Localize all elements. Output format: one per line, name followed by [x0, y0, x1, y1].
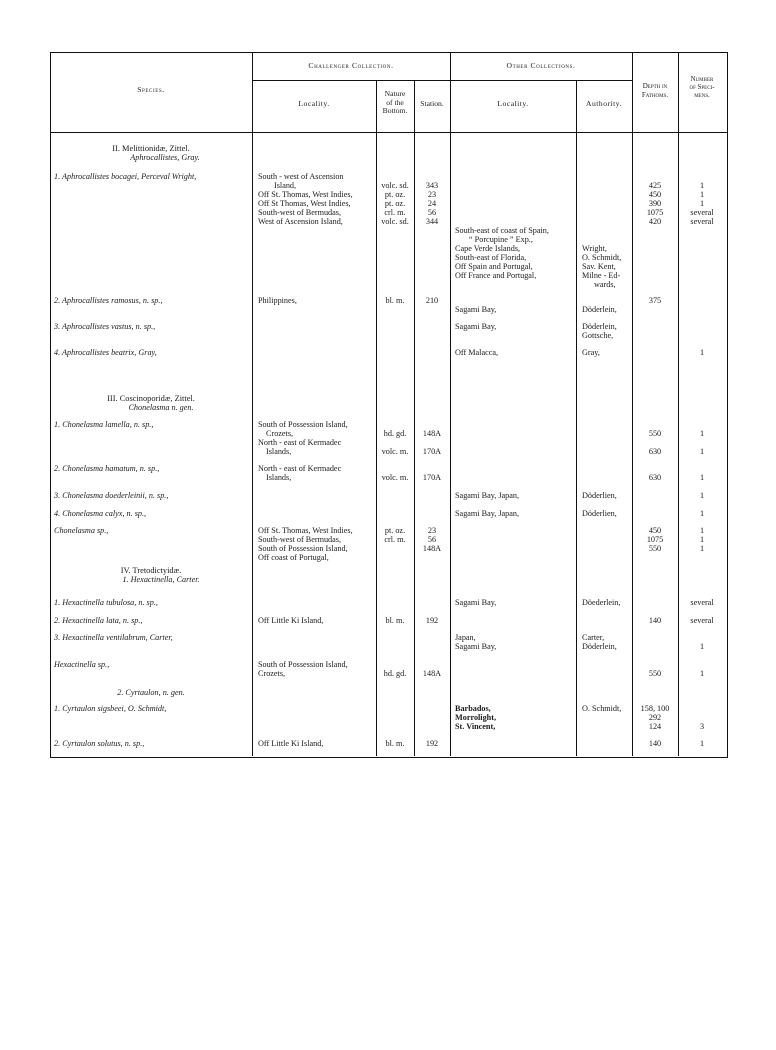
authority: Wright, O. Schmidt, Sav. Kent, Milne - Ed- wards,: [582, 244, 622, 289]
specimens: 1: [699, 642, 705, 651]
ch-locality: Philippines,: [258, 296, 297, 305]
header-ch-locality: Locality.: [298, 99, 330, 108]
header-number: Number of Speci- mens.: [689, 76, 715, 99]
depth: 550: [648, 429, 662, 438]
species-name: Hexactinella sp.,: [54, 660, 110, 669]
ch-locality: South - west of Ascension Island, Off St. Thomas, West Indies, Off St Thomas, West Indies, South-west of Bermudas, West of Ascension Island,: [258, 172, 353, 226]
species-name: 3. Hexactinella ventilabrum, Carter,: [54, 633, 173, 642]
species-name: 3. Aphrocallistes vastus, n. sp.,: [54, 322, 156, 331]
oc-locality: Sagami Bay,: [455, 305, 497, 314]
genus-heading: Aphrocallistes, Gray.: [130, 153, 200, 162]
station: 170A: [422, 447, 442, 456]
station: 192: [425, 739, 439, 748]
ch-locality: South of Possession Island, Crozets,: [258, 660, 348, 678]
species-table: [50, 52, 728, 758]
specimens: 1: [699, 509, 705, 518]
specimens: several: [690, 598, 714, 607]
nature: bl. m.: [385, 739, 405, 748]
nature: hd. gd.: [383, 429, 407, 438]
ch-locality: Off Little Ki Island,: [258, 739, 324, 748]
nature: bl. m.: [385, 616, 405, 625]
nature: pt. oz. crl. m.: [384, 526, 406, 544]
oc-locality: Sagami Bay,: [455, 598, 497, 607]
ch-locality: North - east of Kermadec Islands,: [258, 464, 342, 482]
depth: 425 450 390 1075 420: [646, 181, 664, 226]
species-name: 1. Hexactinella tubulosa, n. sp.,: [54, 598, 158, 607]
header-rule: [50, 132, 727, 133]
nature: volc. m.: [381, 447, 409, 456]
family-heading: IV. Tretodictyidæ.: [120, 566, 182, 575]
station: 192: [425, 616, 439, 625]
specimens: 1: [699, 739, 705, 748]
header-challenger: Challenger Collection.: [308, 61, 394, 70]
oc-locality: Sagami Bay,: [455, 322, 497, 331]
authority: Gray,: [582, 348, 600, 357]
oc-locality: Off Malacca,: [455, 348, 499, 357]
oc-locality: South-east of coast of Spain, “ Porcupine ” Exp., Cape Verde Islands, South-east of Florida, Off Spain and Portugal, Off France and Portugal,: [455, 226, 549, 280]
species-name: 2. Cyrtaulon solutus, n. sp.,: [54, 739, 145, 748]
authority: Döderlien,: [582, 491, 617, 500]
family-heading: III. Coscinoporidæ, Zittel.: [107, 394, 195, 403]
authority: Döderlein, Gottsche,: [582, 322, 617, 340]
station: 148A: [422, 669, 442, 678]
station: 343 23 24 56 344: [425, 181, 439, 226]
specimens: 1: [699, 429, 705, 438]
nature: bl. m.: [385, 296, 405, 305]
station: 23 56 148A: [422, 526, 442, 553]
genus-heading: 1. Hexactinella, Carter.: [122, 575, 200, 584]
oc-locality: Sagami Bay, Japan,: [455, 491, 520, 500]
specimens: 1: [699, 669, 705, 678]
header-rule: [252, 80, 632, 81]
specimens: several: [690, 616, 714, 625]
depth: 450 1075 550: [646, 526, 664, 553]
genus-heading: Chonelasma n. gen.: [128, 403, 194, 412]
depth: 630: [648, 447, 662, 456]
depth: 158, 100 292 124: [640, 704, 670, 731]
col-rule: [576, 80, 577, 756]
oc-locality: Sagami Bay, Japan,: [455, 509, 520, 518]
station: 210: [425, 296, 439, 305]
specimens: 1 1 1 several several: [690, 181, 714, 226]
authority: Döderlien,: [582, 509, 617, 518]
species-name: Chonelasma sp.,: [54, 526, 109, 535]
species-name: 2. Aphrocallistes ramosus, n. sp.,: [54, 296, 163, 305]
header-depth: Depth in Fathoms.: [641, 82, 669, 99]
authority: O. Schmidt,: [582, 704, 622, 713]
header-species: Species.: [137, 85, 165, 94]
oc-locality: Japan, Sagami Bay,: [455, 633, 497, 651]
depth: 375: [648, 296, 662, 305]
depth: 550: [648, 669, 662, 678]
species-name: 1. Chonelasma lamella, n. sp.,: [54, 420, 154, 429]
authority: Carter, Döderlein,: [582, 633, 617, 651]
header-nature: Nature of the Bottom.: [382, 89, 408, 115]
species-name: 3. Chonelasma doederleinii, n. sp.,: [54, 491, 169, 500]
genus-heading: 2. Cyrtaulon, n. gen.: [117, 688, 185, 697]
family-heading: II. Melittionidæ, Zittel.: [112, 144, 190, 153]
species-name: 2. Chonelasma hamatum, n. sp.,: [54, 464, 160, 473]
authority: Döederlein,: [582, 598, 621, 607]
oc-locality: Barbados, Morrolight, St. Vincent,: [455, 704, 497, 731]
specimens: 1: [699, 491, 705, 500]
specimens: 1 1 1: [699, 526, 705, 553]
species-name: 4. Chonelasma calyx, n. sp.,: [54, 509, 147, 518]
species-name: 4. Aphrocallistes beatrix, Gray,: [54, 348, 157, 357]
specimens: 1: [699, 348, 705, 357]
nature: hd. gd.: [383, 669, 407, 678]
header-station: Station.: [420, 99, 444, 108]
nature: volc. m.: [381, 473, 409, 482]
header-authority: Authority.: [586, 99, 622, 108]
species-name: 1. Cyrtaulon sigsbeei, O. Schmidt,: [54, 704, 167, 713]
ch-locality: South of Possession Island, Crozets, North - east of Kermadec Islands,: [258, 420, 348, 456]
ch-locality: Off Little Ki Island,: [258, 616, 324, 625]
species-name: 1. Aphrocallistes bocagei, Perceval Wright,: [54, 172, 197, 181]
depth: 630: [648, 473, 662, 482]
specimens: 3: [699, 722, 705, 731]
species-name: 2. Hexactinella lata, n. sp.,: [54, 616, 143, 625]
depth: 140: [648, 616, 662, 625]
ch-locality: Off St. Thomas, West Indies, South-west of Bermudas, South of Possession Island, Off coast of Portugal,: [258, 526, 353, 562]
specimens: 1: [699, 473, 705, 482]
nature: volc. sd. pt. oz. pt. oz. crl. m. volc. sd.: [381, 181, 409, 226]
header-oc-locality: Locality.: [497, 99, 529, 108]
specimens: 1: [699, 447, 705, 456]
col-rule: [450, 52, 451, 756]
station: 148A: [422, 429, 442, 438]
station: 170A: [422, 473, 442, 482]
depth: 140: [648, 739, 662, 748]
authority: Döderlein,: [582, 305, 617, 314]
header-other: Other Collections.: [506, 61, 576, 70]
col-rule: [632, 52, 633, 756]
